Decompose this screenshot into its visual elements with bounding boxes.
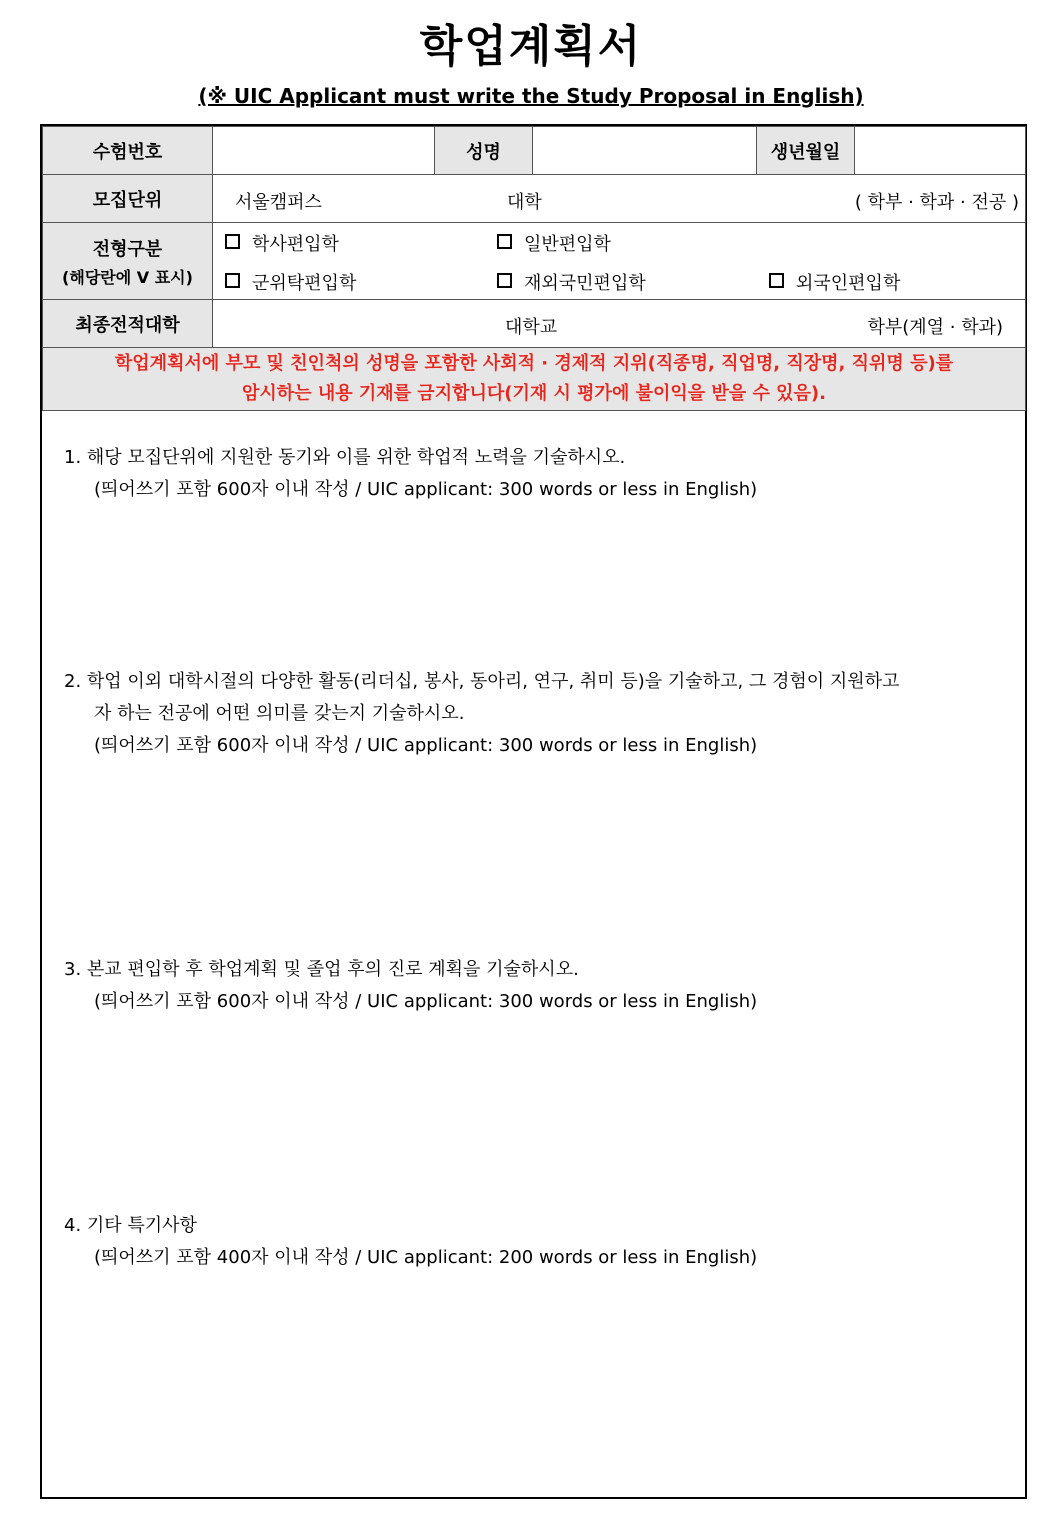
question-text: 3. 본교 편입학 후 학업계획 및 졸업 후의 진로 계획을 기술하시오. [64,959,579,980]
question-1 [64,442,757,506]
question-note: (띄어쓰기 포함 600자 이내 작성 / UIC applicant: 300 words or less in English) [94,479,758,500]
notice-text [43,348,1026,411]
notice-line-1: 학업계획서에 부모 및 친인척의 성명을 포함한 사회적 · 경제적 지위(직종명, 직업명, 직장명, 직위명 등)를 [114,353,954,374]
birthdate-field[interactable] [855,127,1026,175]
notice-line-2: 암시하는 내용 기재를 금지합니다(기재 시 평가에 불이익을 받을 수 있음). [242,383,826,404]
option-label: 학사편입학 [252,234,339,255]
question-text: 4. 기타 특기사항 [64,1215,197,1236]
admission-options [213,223,1026,300]
department-text: ( 학부 · 학과 · 전공 ) [854,192,1019,213]
row-admission-type [43,223,1026,300]
name-label: 성명 [435,127,533,175]
question-text-continued: 자 하는 전공에 어떤 의미를 갖는지 기술하시오. [94,703,465,724]
option-label: 외국인편입학 [796,273,901,294]
question-note: (띄어쓰기 포함 600자 이내 작성 / UIC applicant: 300 words or less in English) [94,991,758,1012]
option-general-transfer[interactable] [497,230,611,256]
university-text: 대학교 [505,317,558,338]
checkbox-icon[interactable] [769,273,784,288]
applicant-info-table [42,126,1026,411]
checkbox-icon[interactable] [497,273,512,288]
option-overseas-transfer[interactable] [497,269,646,295]
option-bachelor-transfer[interactable] [225,230,339,256]
question-3 [64,954,757,1018]
option-label: 일반편입학 [524,234,611,255]
row-notice [43,348,1026,411]
question-text: 1. 해당 모집단위에 지원한 동기와 이를 위한 학업적 노력을 기술하시오. [64,447,626,468]
last-school-label: 최종전적대학 [43,300,213,348]
question-text: 2. 학업 이외 대학시절의 다양한 활동(리더십, 봉사, 동아리, 연구, 취미 등)을 기술하고, 그 경험이 지원하고 [64,671,900,692]
birthdate-label: 생년월일 [757,127,855,175]
page-subtitle: (※ UIC Applicant must write the Study Proposal in English) [198,84,864,108]
checkbox-icon[interactable] [225,234,240,249]
campus-text: 서울캠퍼스 [235,192,322,213]
row-recruit-unit [43,175,1026,223]
college-text: 대학 [507,192,542,213]
row-last-school [43,300,1026,348]
exam-number-field[interactable] [213,127,435,175]
question-2 [64,666,1025,762]
row-basic-info [43,127,1026,175]
page-title: 학업계획서 [419,21,643,72]
admission-type-label [43,223,213,300]
admission-type-hint: (해당란에 V 표시) [62,267,193,287]
option-label: 군위탁편입학 [252,273,357,294]
question-note: (띄어쓰기 포함 600자 이내 작성 / UIC applicant: 300 words or less in English) [94,735,758,756]
name-field[interactable] [533,127,757,175]
checkbox-icon[interactable] [225,273,240,288]
checkbox-icon[interactable] [497,234,512,249]
admission-type-title: 전형구분 [92,238,163,260]
recruit-unit-field[interactable] [213,175,1026,223]
exam-number-label: 수험번호 [43,127,213,175]
question-4 [64,1210,757,1274]
last-school-field[interactable] [213,300,1026,348]
option-label: 재외국민편입학 [524,273,646,294]
option-military-transfer[interactable] [225,269,356,295]
question-note: (띄어쓰기 포함 400자 이내 작성 / UIC applicant: 200 words or less in English) [94,1247,758,1268]
option-foreigner-transfer[interactable] [769,269,900,295]
recruit-unit-label: 모집단위 [43,175,213,223]
last-department-text: 학부(계열 · 학과) [867,317,1003,338]
form-frame [40,124,1027,1499]
